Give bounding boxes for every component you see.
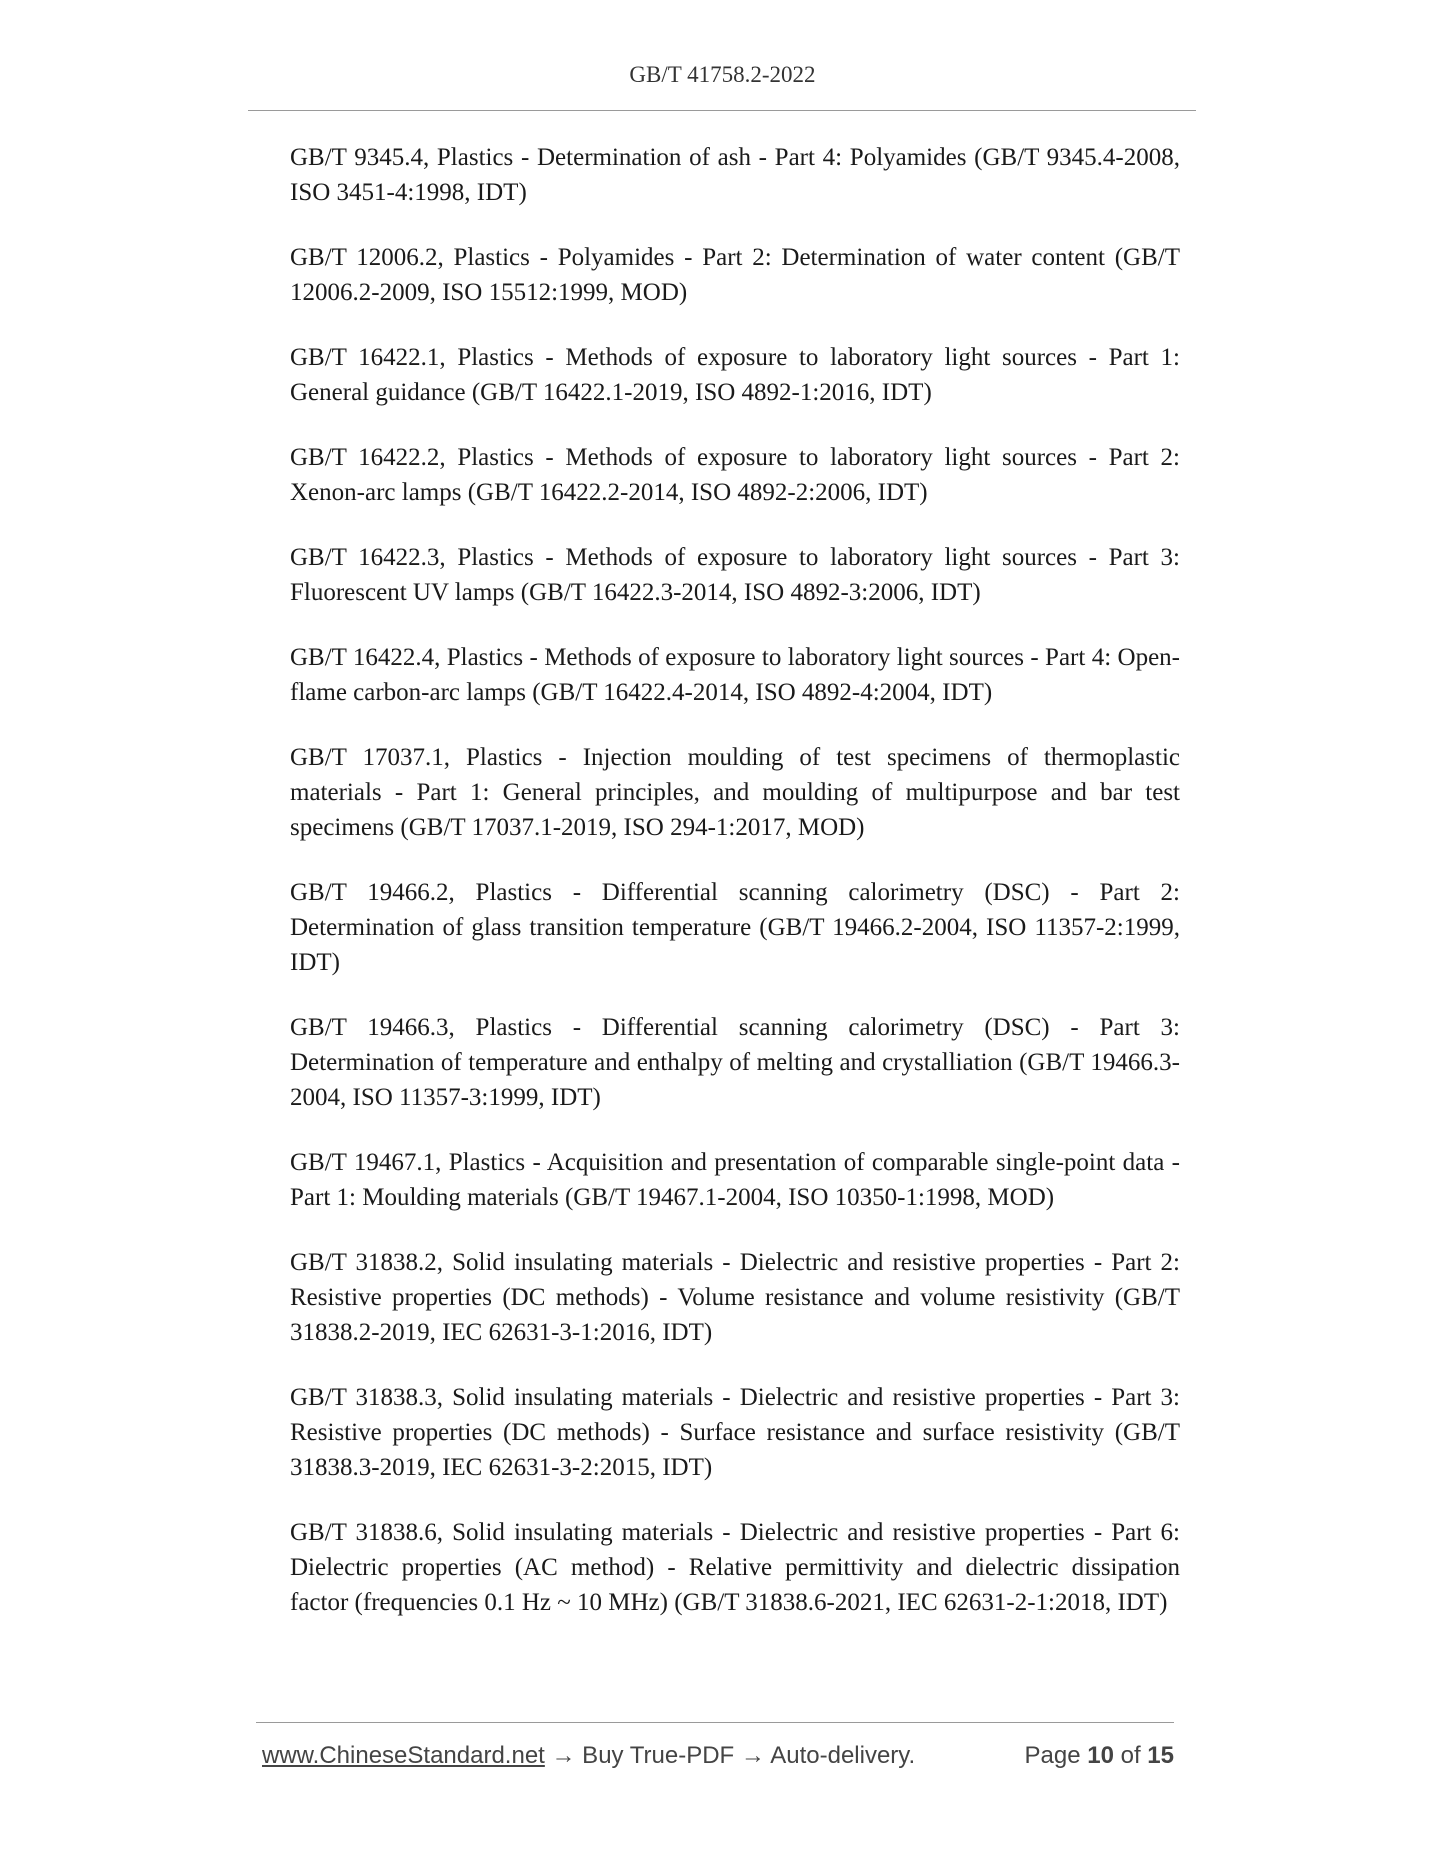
chinesestandard-site-link[interactable]: www.ChineseStandard.net	[262, 1742, 545, 1769]
reference-entry-gbt-31838-2: GB/T 31838.2, Solid insulating materials - Dielectric and resistive properties - Part 2: Resistive properties (DC methods) - Volume resistance and volume resistivity (GB/T 31838.2-2019, IEC 62631-3-1:2016, IDT)	[290, 1249, 1180, 1346]
reference-entry-gbt-12006-2: GB/T 12006.2, Plastics - Polyamides - Part 2: Determination of water content (GB/T 12006.2-2009, ISO 15512:1999, MOD)	[290, 244, 1180, 306]
reference-entry-gbt-16422-3: GB/T 16422.3, Plastics - Methods of exposure to laboratory light sources - Part 3: Fluorescent UV lamps (GB/T 16422.3-2014, ISO 4892-3:2006, IDT)	[290, 544, 1180, 606]
footer-promo-text: → Buy True-PDF → Auto-delivery.	[544, 1742, 916, 1769]
total-pages-number: 15	[1147, 1742, 1174, 1769]
current-page-number: 10	[1087, 1742, 1114, 1769]
page-footer	[262, 1742, 1174, 1776]
footer-promo	[262, 1742, 915, 1770]
normative-references-list	[290, 140, 1180, 1650]
reference-entry-gbt-16422-2: GB/T 16422.2, Plastics - Methods of exposure to laboratory light sources - Part 2: Xenon-arc lamps (GB/T 16422.2-2014, ISO 4892-2:2006, IDT)	[290, 444, 1180, 506]
reference-entry-gbt-31838-3: GB/T 31838.3, Solid insulating materials - Dielectric and resistive properties - Part 3: Resistive properties (DC methods) - Surface resistance and surface resistivity (GB/T 31838.3-2019, IEC 62631-3-2:2015, IDT)	[290, 1384, 1180, 1481]
reference-entry-gbt-16422-4: GB/T 16422.4, Plastics - Methods of exposure to laboratory light sources - Part 4: Open-flame carbon-arc lamps (GB/T 16422.4-2014, ISO 4892-4:2004, IDT)	[290, 644, 1180, 706]
reference-entry-gbt-16422-1: GB/T 16422.1, Plastics - Methods of exposure to laboratory light sources - Part 1: General guidance (GB/T 16422.1-2019, ISO 4892-1:2016, IDT)	[290, 344, 1180, 406]
reference-entry-gbt-31838-6: GB/T 31838.6, Solid insulating materials - Dielectric and resistive properties - Part 6: Dielectric properties (AC method) - Relative permittivity and dielectric dissipation factor (frequencies 0.1 Hz ~ 10 MHz) (GB/T 31838.6-2021, IEC 62631-2-1:2018, IDT)	[290, 1519, 1180, 1616]
page-label: Page	[1024, 1742, 1081, 1769]
of-label: of	[1120, 1742, 1141, 1769]
reference-entry-gbt-19466-2: GB/T 19466.2, Plastics - Differential scanning calorimetry (DSC) - Part 2: Determination of glass transition temperature (GB/T 19466.2-2004, ISO 11357-2:1999, IDT)	[290, 879, 1180, 976]
reference-entry-gbt-19466-3: GB/T 19466.3, Plastics - Differential scanning calorimetry (DSC) - Part 3: Determination of temperature and enthalpy of melting and crystalliation (GB/T 19466.3-2004, ISO 11357-3:1999, IDT)	[290, 1014, 1180, 1111]
footer-divider	[256, 1722, 1174, 1723]
reference-entry-gbt-9345-4: GB/T 9345.4, Plastics - Determination of ash - Part 4: Polyamides (GB/T 9345.4-2008, ISO 3451-4:1998, IDT)	[290, 144, 1180, 206]
page-indicator	[1025, 1742, 1175, 1770]
reference-entry-gbt-19467-1: GB/T 19467.1, Plastics - Acquisition and presentation of comparable single-point data - Part 1: Moulding materials (GB/T 19467.1-2004, ISO 10350-1:1998, MOD)	[290, 1149, 1180, 1211]
reference-entry-gbt-17037-1: GB/T 17037.1, Plastics - Injection moulding of test specimens of thermoplastic materials - Part 1: General principles, and moulding of multipurpose and bar test specimens (GB/T 17037.1-2019, ISO 294-1:2017, MOD)	[290, 744, 1180, 841]
document-code-header: GB/T 41758.2-2022	[629, 62, 816, 87]
header-divider	[248, 110, 1196, 111]
